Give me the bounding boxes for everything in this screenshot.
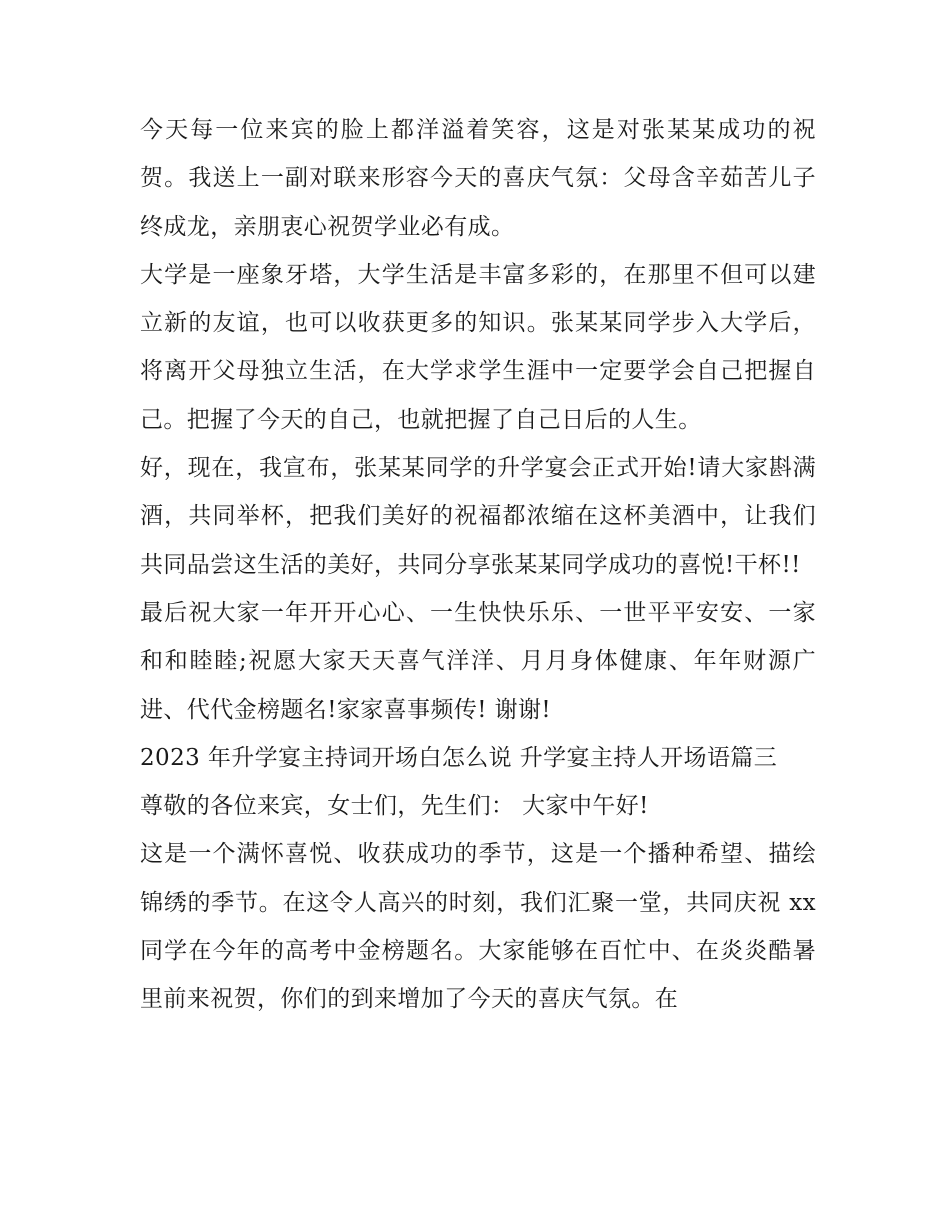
paragraph-blessing-couplet: 今天每一位来宾的脸上都洋溢着笑容，这是对张某某成功的祝贺。我送上一副对联来形容今天的喜庆气氛：父母含辛茹苦儿子终成龙，亲朋衷心祝贺学业必有成。 (140, 117, 816, 240)
paragraph-opening-speech: 这是一个满怀喜悦、收获成功的季节，这是一个播种希望、描绘锦绣的季节。在这令人高兴的时刻，我们汇聚一堂，共同庆祝 xx 同学在今年的高考中金榜题名。大家能够在百忙中、在炎炎酷暑里前来祝贺，你们的到来增加了今天的喜庆气氛。在 (140, 841, 816, 1013)
section-heading: 2023 年升学宴主持词开场白怎么说 升学宴主持人开场语篇三 (140, 744, 778, 771)
document-page (140, 106, 816, 1024)
paragraph-university-life: 大学是一座象牙塔，大学生活是丰富多彩的，在那里不但可以建立新的友谊，也可以收获更多的知识。张某某同学步入大学后，将离开父母独立生活，在大学求学生涯中一定要学会自己把握自己。把握了今天的自己，也就把握了自己日后的人生。 (140, 261, 816, 433)
paragraph-banquet-start: 好，现在，我宣布，张某某同学的升学宴会正式开始!请大家斟满酒，共同举杯，把我们美好的祝福都浓缩在这杯美酒中，让我们共同品尝这生活的美好，共同分享张某某同学成功的喜悦!干杯!! (140, 455, 816, 578)
paragraph-greeting: 尊敬的各位来宾，女士们，先生们： 大家中午好! (140, 793, 649, 820)
paragraph-final-wishes: 最后祝大家一年开开心心、一生快快乐乐、一世平平安安、一家和和睦睦;祝愿大家天天喜气洋洋、月月身体健康、年年财源广进、代代金榜题名!家家喜事频传! 谢谢! (140, 599, 816, 723)
